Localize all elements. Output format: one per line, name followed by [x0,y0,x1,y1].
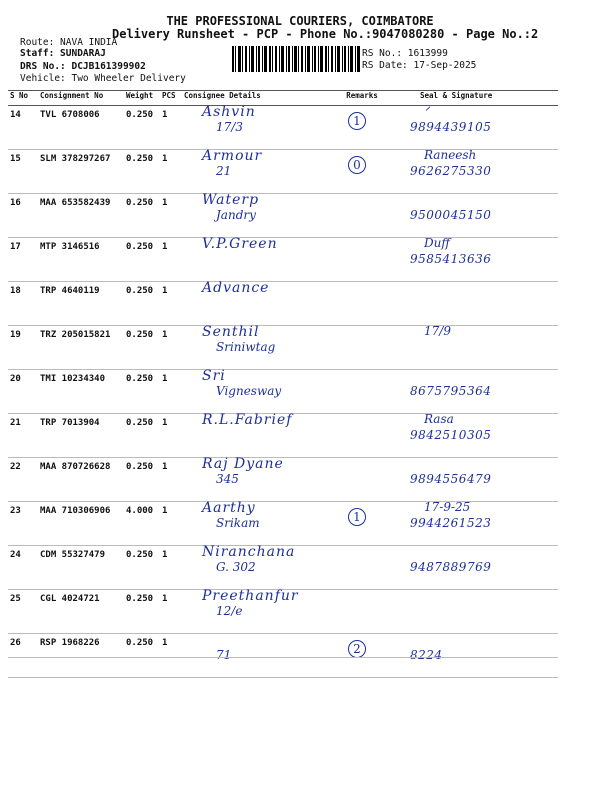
cell-sno: 22 [8,458,38,502]
col-consignee: Consignee Details [182,91,334,106]
cell-signature [390,458,558,502]
cell-signature [390,106,558,150]
signature-phone: 9500045150 [410,208,492,222]
vehicle-label: Vehicle: Two Wheeler Delivery [20,73,186,84]
cell-consignee [182,238,334,282]
cell-consignment: SLM 378297267 [38,150,124,194]
consignee-name: Preethanfur [202,588,299,604]
signature-mark: ᐟ [424,104,430,118]
cell-pcs: 1 [160,590,182,634]
cell-pcs: 1 [160,370,182,414]
cell-pcs: 1 [160,458,182,502]
col-consignment: Consignment No [38,91,124,106]
cell-signature [390,546,558,590]
table-row [8,502,558,546]
table-row [8,414,558,458]
cell-consignee [182,502,334,546]
consignee-name: Armour [202,148,263,164]
consignee-detail: 71 [216,648,232,662]
col-pcs: PCS [160,91,182,106]
cell-remarks [334,502,390,546]
cell-signature [390,502,558,546]
cell-consignee [182,194,334,238]
cell-signature [390,590,558,634]
cell-sno: 18 [8,282,38,326]
signature-phone: 9842510305 [410,428,492,442]
col-signature: Seal & Signature [390,91,558,106]
cell-remarks [334,370,390,414]
consignee-detail: Sriniwtag [216,340,276,354]
consignee-detail: Srikam [216,516,260,530]
cell-consignment: TVL 6708006 [38,106,124,150]
signature-phone: 9585413636 [410,252,492,266]
rs-date: RS Date: 17-Sep-2025 [362,60,477,71]
cell-consignment: MAA 710306906 [38,502,124,546]
consignee-name: Senthil [202,324,260,340]
table-row [8,106,558,150]
cell-remarks [334,326,390,370]
signature-phone: 9894556479 [410,472,492,486]
cell-consignment: CDM 55327479 [38,546,124,590]
cell-sno: 25 [8,590,38,634]
cell-sno: 15 [8,150,38,194]
cell-sno: 17 [8,238,38,282]
cell-sno: 23 [8,502,38,546]
cell-signature [390,414,558,458]
cell-sno: 16 [8,194,38,238]
cell-pcs: 1 [160,150,182,194]
table-row [8,194,558,238]
cell-pcs: 1 [160,326,182,370]
signature-phone: 8675795364 [410,384,492,398]
cell-consignment: RSP 1968226 [38,634,124,678]
cell-signature [390,150,558,194]
cell-weight: 0.250 [124,150,160,194]
cell-sno: 19 [8,326,38,370]
cell-remarks [334,590,390,634]
company-title: THE PROFESSIONAL COURIERS, COIMBATORE [166,14,434,28]
signature-mark: Rasa [424,412,454,426]
cell-consignee [182,546,334,590]
consignee-name: R.L.Fabrief [202,412,293,428]
table-row [8,458,558,502]
cell-signature [390,634,558,678]
cell-remarks [334,238,390,282]
runsheet-subtitle: Delivery Runsheet - PCP - Phone No.:9047080280 - Page No.:2 [112,27,539,41]
cell-signature [390,282,558,326]
cell-pcs: 1 [160,414,182,458]
cell-sno: 14 [8,106,38,150]
consignee-name: V.P.Green [202,236,278,252]
cell-weight: 0.250 [124,634,160,678]
consignee-name: Advance [202,280,270,296]
cell-pcs: 1 [160,634,182,678]
table-row [8,634,558,678]
cell-consignment: CGL 4024721 [38,590,124,634]
cell-pcs: 1 [160,106,182,150]
cell-signature [390,194,558,238]
cell-pcs: 1 [160,546,182,590]
cell-weight: 0.250 [124,590,160,634]
runsheet-table [8,90,558,678]
cell-consignee [182,590,334,634]
route-label: Route: NAVA INDIA [20,37,118,48]
consignee-name: Sri [202,368,226,384]
remark-mark: 1 [348,508,366,526]
cell-remarks [334,106,390,150]
signature-phone: 9944261523 [410,516,492,530]
cell-sno: 21 [8,414,38,458]
cell-remarks [334,634,390,678]
cell-consignee [182,458,334,502]
cell-remarks [334,458,390,502]
cell-weight: 4.000 [124,502,160,546]
cell-pcs: 1 [160,238,182,282]
consignee-detail: 12/e [216,604,243,618]
cell-weight: 0.250 [124,458,160,502]
signature-mark: 17/9 [424,324,451,338]
consignee-name: Raj Dyane [202,456,284,472]
consignee-detail: G. 302 [216,560,256,574]
cell-consignee [182,106,334,150]
rs-number: RS No.: 1613999 [362,48,448,59]
table-row [8,370,558,414]
cell-consignment: MAA 653582439 [38,194,124,238]
cell-pcs: 1 [160,502,182,546]
cell-signature [390,238,558,282]
consignee-detail: 345 [216,472,239,486]
consignee-name: Ashvin [202,104,256,120]
signature-phone: 9894439105 [410,120,492,134]
consignee-name: Niranchana [202,544,296,560]
table-row [8,590,558,634]
cell-consignee [182,414,334,458]
cell-consignee [182,150,334,194]
cell-weight: 0.250 [124,106,160,150]
cell-weight: 0.250 [124,194,160,238]
cell-consignee [182,370,334,414]
cell-consignee [182,326,334,370]
signature-phone: 9626275330 [410,164,492,178]
cell-remarks [334,546,390,590]
table-row [8,238,558,282]
cell-weight: 0.250 [124,238,160,282]
cell-consignment: MTP 3146516 [38,238,124,282]
remark-mark: 1 [348,112,366,130]
signature-mark: Duff [424,236,450,250]
cell-remarks [334,414,390,458]
cell-consignment: TRP 7013904 [38,414,124,458]
cell-consignee [182,282,334,326]
cell-weight: 0.250 [124,282,160,326]
cell-consignment: TMI 10234340 [38,370,124,414]
cell-consignment: TRP 4640119 [38,282,124,326]
remark-mark: 2 [348,640,366,658]
barcode-image [232,46,360,72]
cell-sno: 26 [8,634,38,678]
consignee-detail: 21 [216,164,232,178]
signature-phone: 9487889769 [410,560,492,574]
cell-signature [390,326,558,370]
cell-sno: 20 [8,370,38,414]
cell-sno: 24 [8,546,38,590]
table-header-row [8,91,558,106]
cell-weight: 0.250 [124,326,160,370]
table-row [8,150,558,194]
cell-remarks [334,150,390,194]
signature-mark: Raneesh [424,148,477,162]
cell-remarks [334,282,390,326]
consignee-name: Aarthy [202,500,256,516]
consignee-name: Waterp [202,192,260,208]
cell-weight: 0.250 [124,414,160,458]
table-bottom-line [8,657,558,658]
consignee-detail: 17/3 [216,120,243,134]
table-row [8,546,558,590]
cell-consignment: MAA 870726628 [38,458,124,502]
col-remarks: Remarks [334,91,390,106]
cell-pcs: 1 [160,282,182,326]
signature-phone: 8224 [410,648,443,662]
cell-consignee [182,634,334,678]
cell-pcs: 1 [160,194,182,238]
staff-label: Staff: SUNDARAJ [20,48,106,59]
consignee-detail: Vignesway [216,384,282,398]
drs-label: DRS No.: DCJB161399902 [20,61,146,72]
table-row [8,326,558,370]
col-sno: S No [8,91,38,106]
cell-weight: 0.250 [124,370,160,414]
cell-consignment: TRZ 205015821 [38,326,124,370]
cell-remarks [334,194,390,238]
col-weight: Weight [124,91,160,106]
remark-mark: 0 [348,156,366,174]
table-row [8,282,558,326]
cell-signature [390,370,558,414]
signature-mark: 17-9-25 [424,500,471,514]
consignee-detail: Jandry [216,208,256,222]
cell-weight: 0.250 [124,546,160,590]
